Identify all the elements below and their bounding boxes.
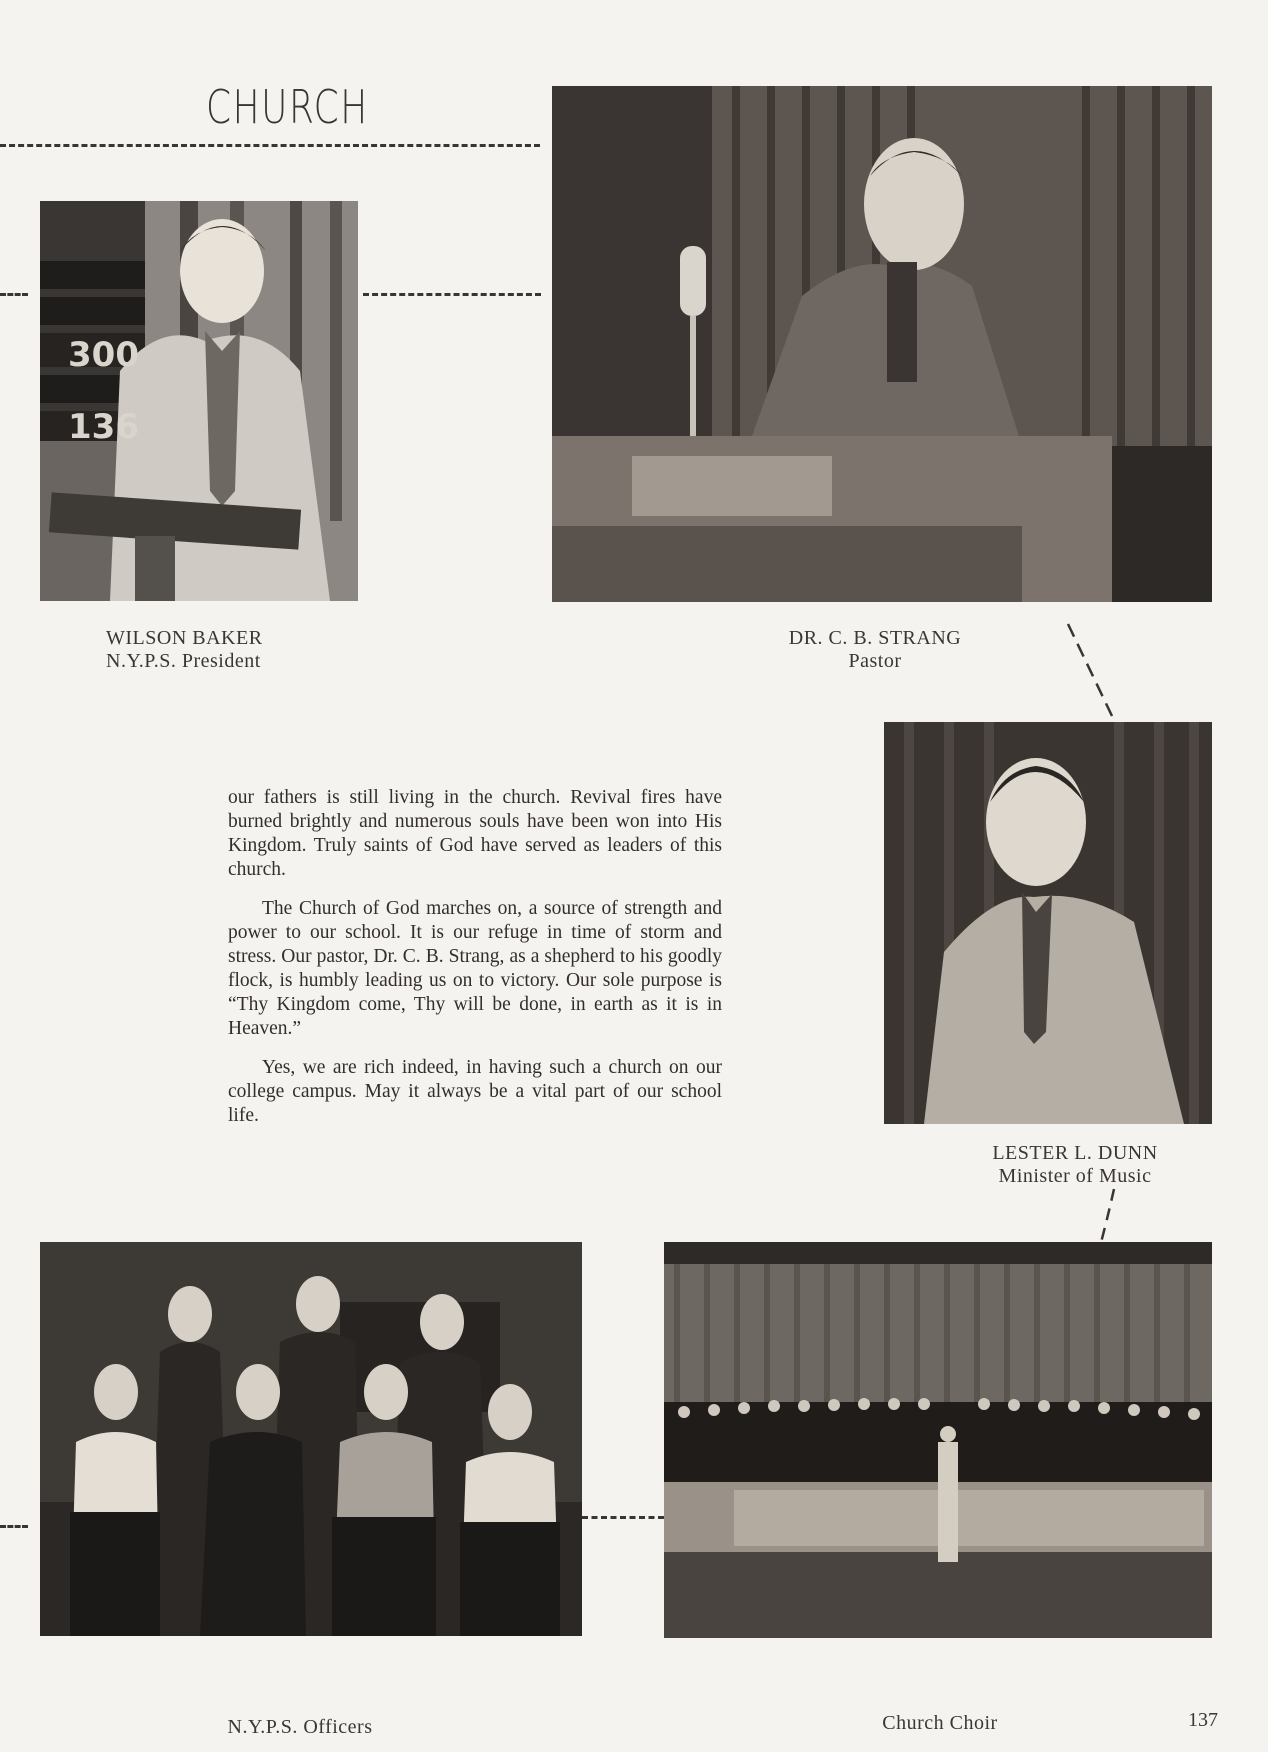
article-paragraph-2: The Church of God marches on, a source of strength and power to our school. It is our refuge in time of storm and stress. Our pastor, Dr. C. B. Strang, as a shepherd to his goodly flock, is humbly leading us on to victory. Our sole purpose is “Thy Kingdom come, Thy will be done, in earth as it is in Heaven.” (228, 898, 722, 1039)
officers-caption: N.Y.P.S. Officers (227, 1716, 373, 1738)
dunn-role: Minister of Music (998, 1165, 1152, 1187)
strang-dunn-connector (1060, 620, 1120, 720)
dunn-caption (940, 1142, 1210, 1188)
scoreboard-top-number: 300 (68, 335, 139, 375)
officers-left-dash (0, 1525, 28, 1528)
baker-caption (106, 627, 326, 673)
baker-right-dash (363, 293, 541, 296)
baker-name: WILSON BAKER (106, 627, 263, 649)
strang-photo (552, 86, 1212, 602)
article-paragraph-1: our fathers is still living in the church. Revival fires have burned brightly and numerous souls have been won into His Kingdom. Truly saints of God have served as leaders of this church. (228, 787, 722, 880)
baker-left-dash (0, 293, 28, 296)
officers-choir-dash (582, 1516, 664, 1519)
scoreboard-bottom-number: 136 (68, 407, 139, 447)
church-choir-photo (664, 1242, 1212, 1638)
strang-name: DR. C. B. STRANG (788, 627, 962, 649)
article-body (228, 786, 722, 1143)
article-paragraph-3: Yes, we are rich indeed, in having such a church on our college campus. May it always be a vital part of our school life. (228, 1057, 722, 1126)
dunn-photo (884, 722, 1212, 1124)
dunn-name: LESTER L. DUNN (992, 1142, 1158, 1164)
strang-role: Pastor (848, 650, 902, 672)
wilson-baker-photo (40, 201, 358, 601)
nyps-officers-photo (40, 1242, 582, 1636)
baker-role: N.Y.P.S. President (106, 650, 261, 672)
page-title: CHURCH (206, 80, 369, 134)
title-dash-line (0, 144, 540, 147)
page-number: 137 (1188, 1709, 1218, 1731)
strang-caption (755, 627, 995, 673)
choir-caption: Church Choir (882, 1712, 998, 1734)
